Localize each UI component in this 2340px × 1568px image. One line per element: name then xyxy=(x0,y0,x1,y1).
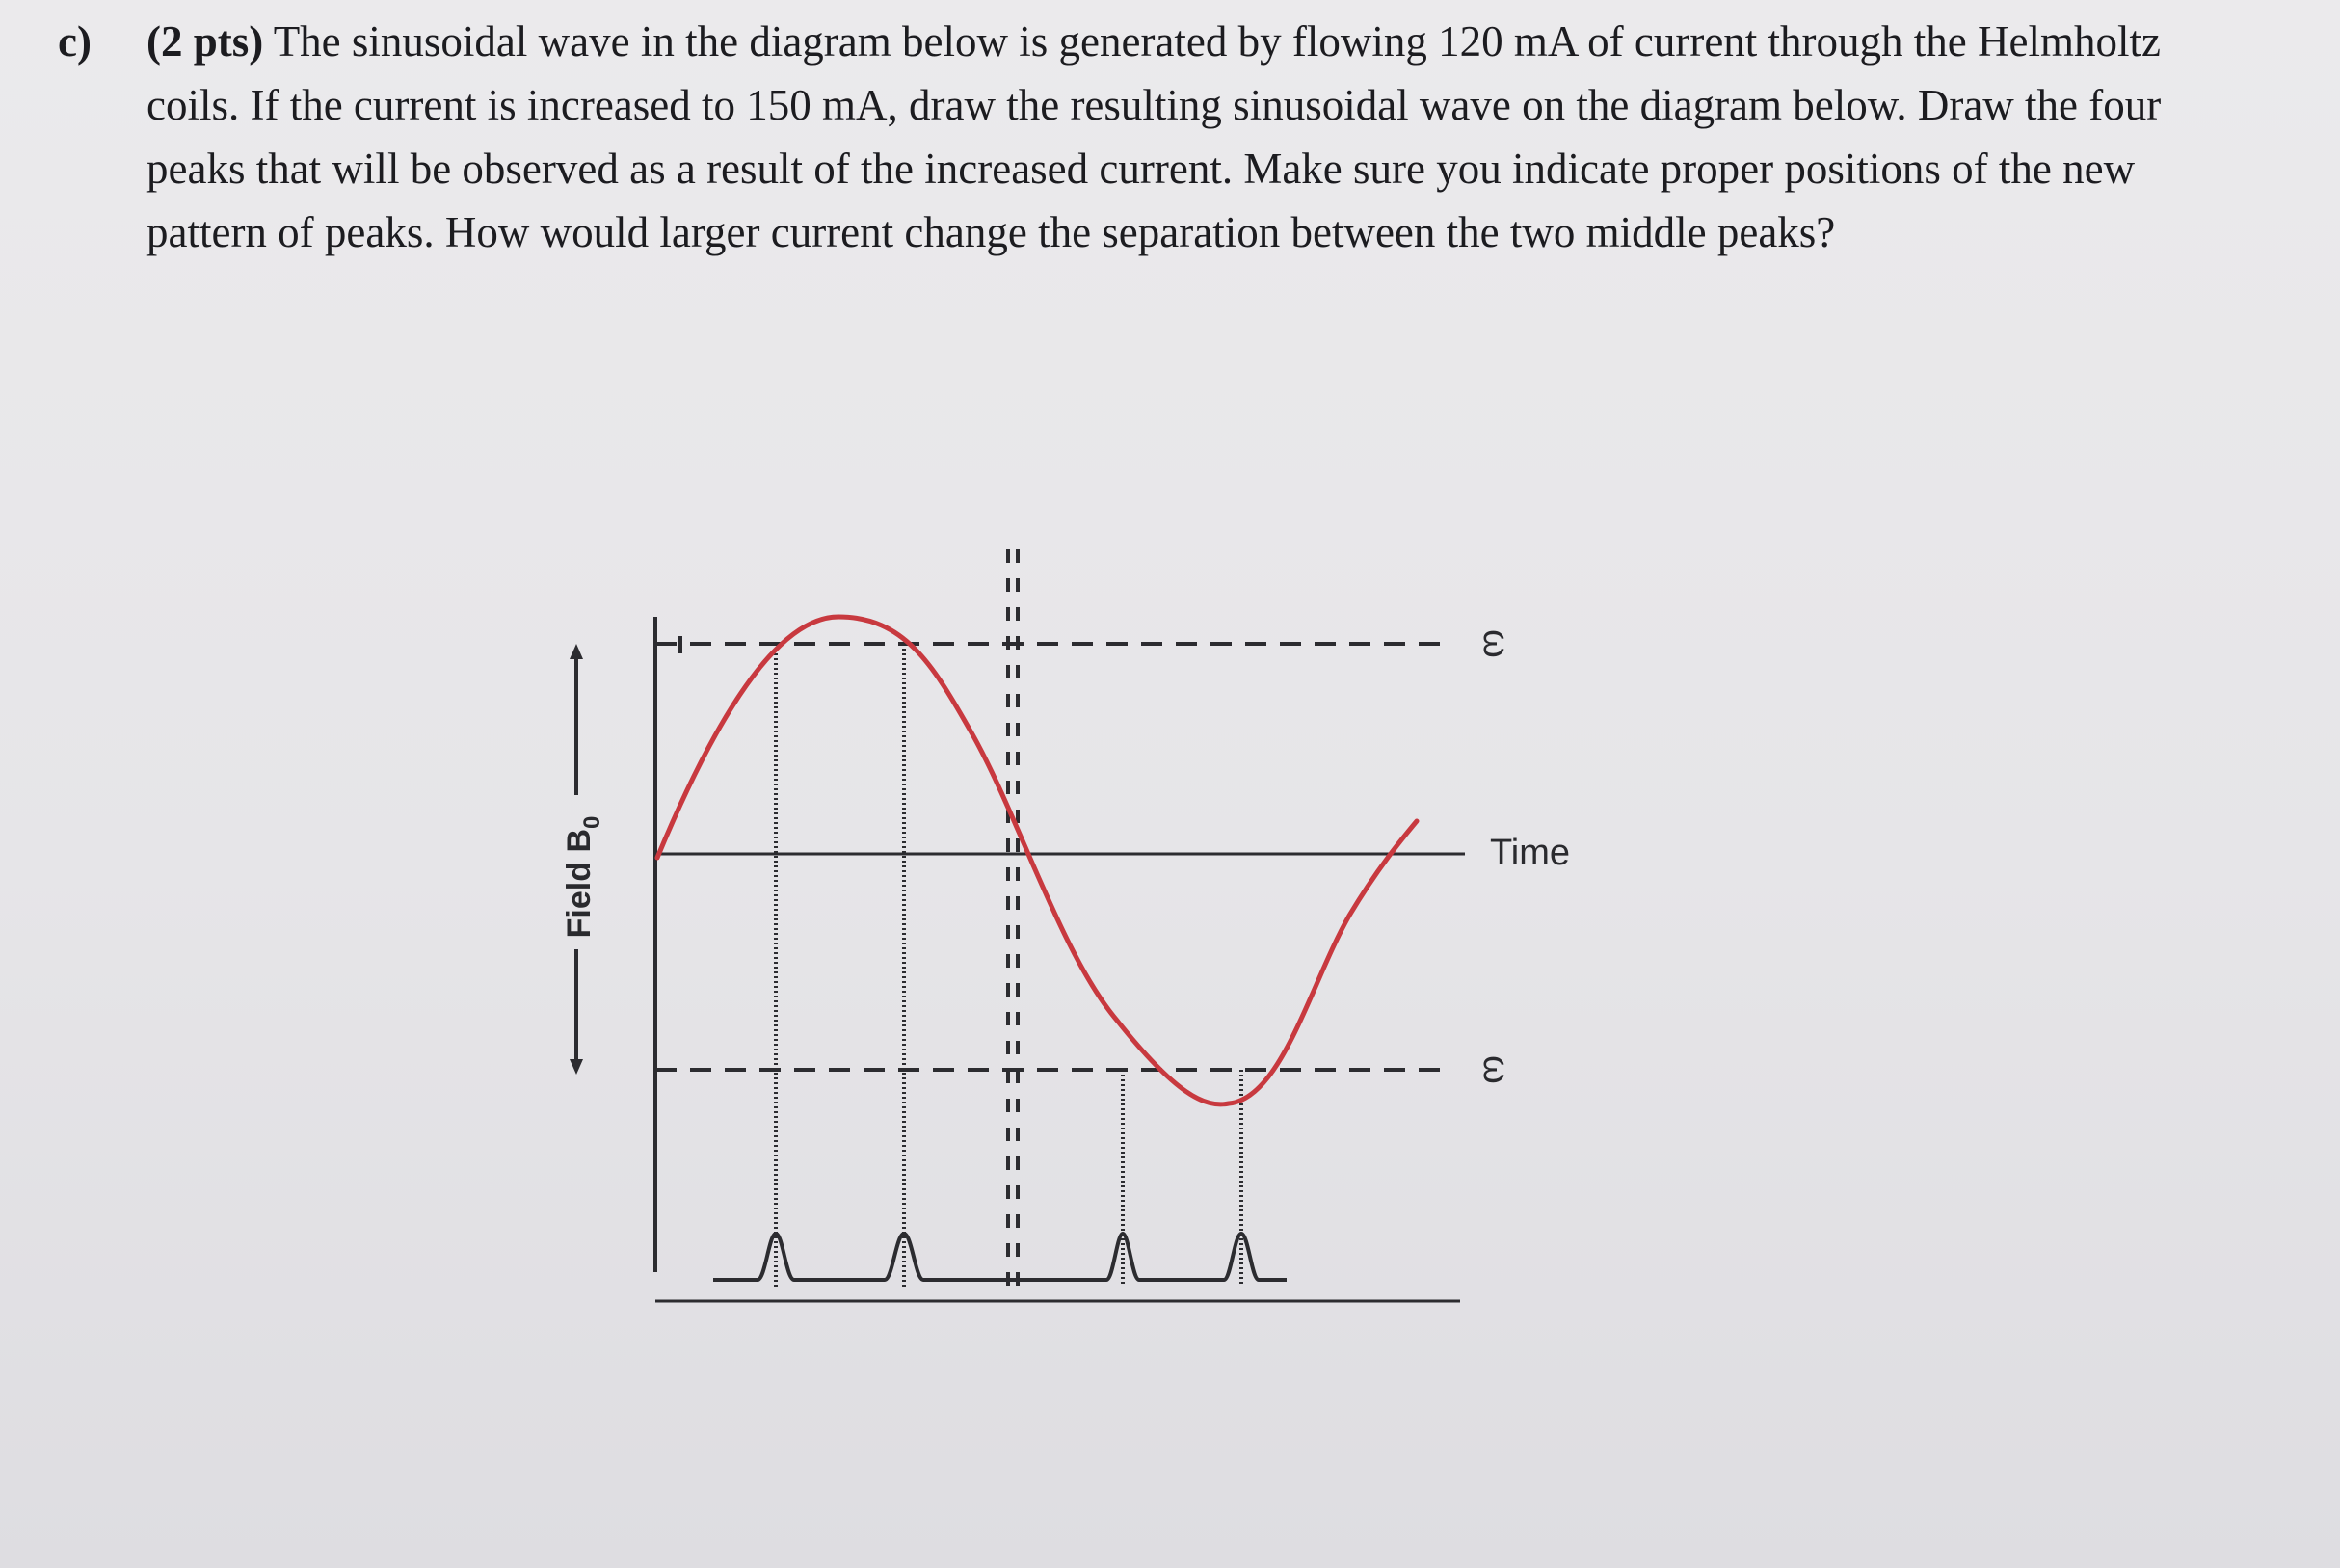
question-text: The sinusoidal wave in the diagram below is generated by flowing 120 mA of current through the Helmholtz coils. If the current is increased to 150 mA, draw the resulting sinusoidal wave on the diagram below. Draw the four peaks that will be observed as a result of the increased current. Make sure you indicate proper positions of the new pattern of peaks. How would larger current change the separation between the two middle peaks? xyxy=(146,17,2162,256)
diagram-svg xyxy=(540,520,1638,1311)
upper-level-label: ω xyxy=(1476,629,1516,658)
field-vs-time-diagram xyxy=(540,520,1638,1311)
center-hash-line xyxy=(1008,549,1018,1291)
sinusoidal-wave xyxy=(657,617,1417,1104)
question-label: c) xyxy=(58,17,92,66)
question-body xyxy=(146,10,2170,264)
question-points: (2 pts) xyxy=(146,17,264,66)
field-axis-label: Field $B_0$ xyxy=(561,815,605,939)
lower-level-label: ω xyxy=(1476,1055,1516,1084)
spectrum-peaks xyxy=(713,1234,1287,1280)
time-axis-label: Time xyxy=(1490,833,1571,873)
